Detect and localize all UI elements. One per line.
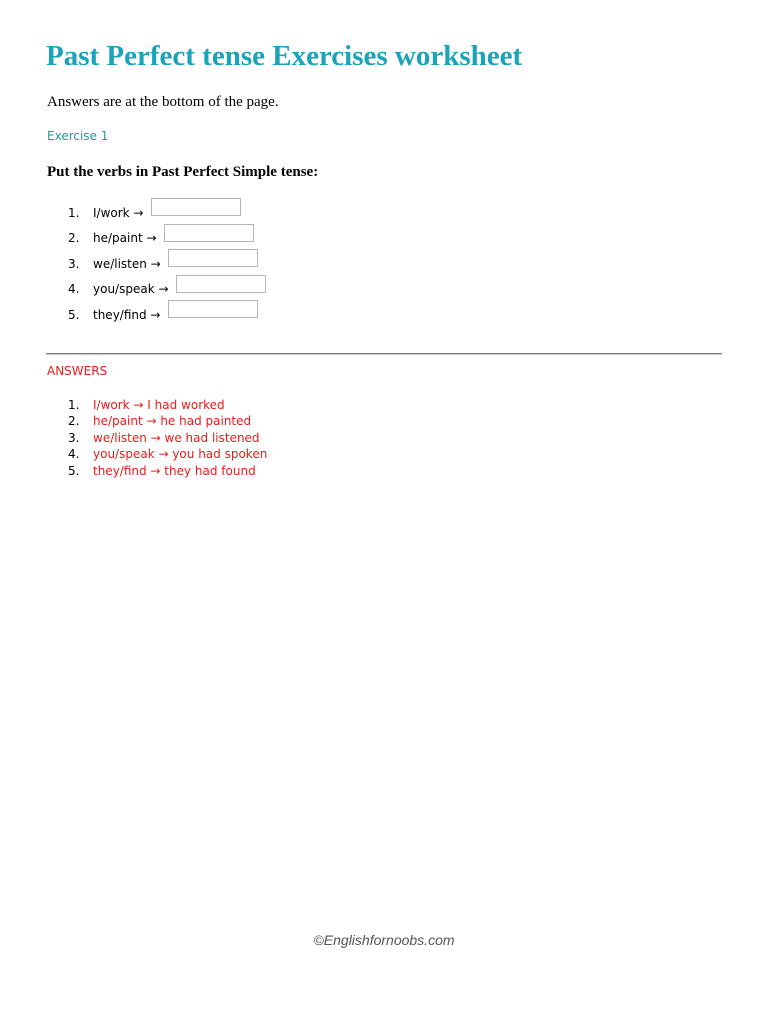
answer-text: he/paint → he had painted xyxy=(93,414,252,429)
question-text: they/find → xyxy=(93,307,161,322)
exercise-label: Exercise 1 xyxy=(47,129,109,143)
section-divider xyxy=(46,353,722,355)
question-text: we/listen → xyxy=(93,256,161,271)
question-number: 5. xyxy=(68,307,80,322)
copyright-footer: ©Englishfornoobs.com xyxy=(313,932,455,948)
answer-input-1[interactable] xyxy=(151,198,241,216)
instructions: Put the verbs in Past Perfect Simple tense: xyxy=(47,164,319,180)
answer-text: I/work → I had worked xyxy=(93,398,225,412)
page-title: Past Perfect tense Exercises worksheet xyxy=(46,40,523,72)
question-number: 1. xyxy=(68,205,80,220)
question-number: 4. xyxy=(68,282,80,297)
intro-text: Answers are at the bottom of the page. xyxy=(47,94,279,110)
answer-number: 4. xyxy=(68,447,80,462)
answer-number: 3. xyxy=(68,430,80,445)
answer-text: they/find → they had found xyxy=(93,463,256,478)
question-text: he/paint → xyxy=(93,231,157,246)
answer-input-2[interactable] xyxy=(164,224,254,242)
question-text: you/speak → xyxy=(93,282,169,297)
question-text: I/work → xyxy=(93,205,144,220)
answer-number: 1. xyxy=(68,398,80,412)
answer-input-4[interactable] xyxy=(176,275,266,293)
answer-input-3[interactable] xyxy=(168,249,258,267)
question-number: 2. xyxy=(68,231,80,246)
question-number: 3. xyxy=(68,256,80,271)
answer-number: 2. xyxy=(68,414,80,429)
answer-input-5[interactable] xyxy=(168,300,258,318)
answer-text: we/listen → we had listened xyxy=(93,430,260,445)
answer-text: you/speak → you had spoken xyxy=(93,447,268,462)
answers-heading: ANSWERS xyxy=(47,364,108,378)
answer-number: 5. xyxy=(68,463,80,478)
